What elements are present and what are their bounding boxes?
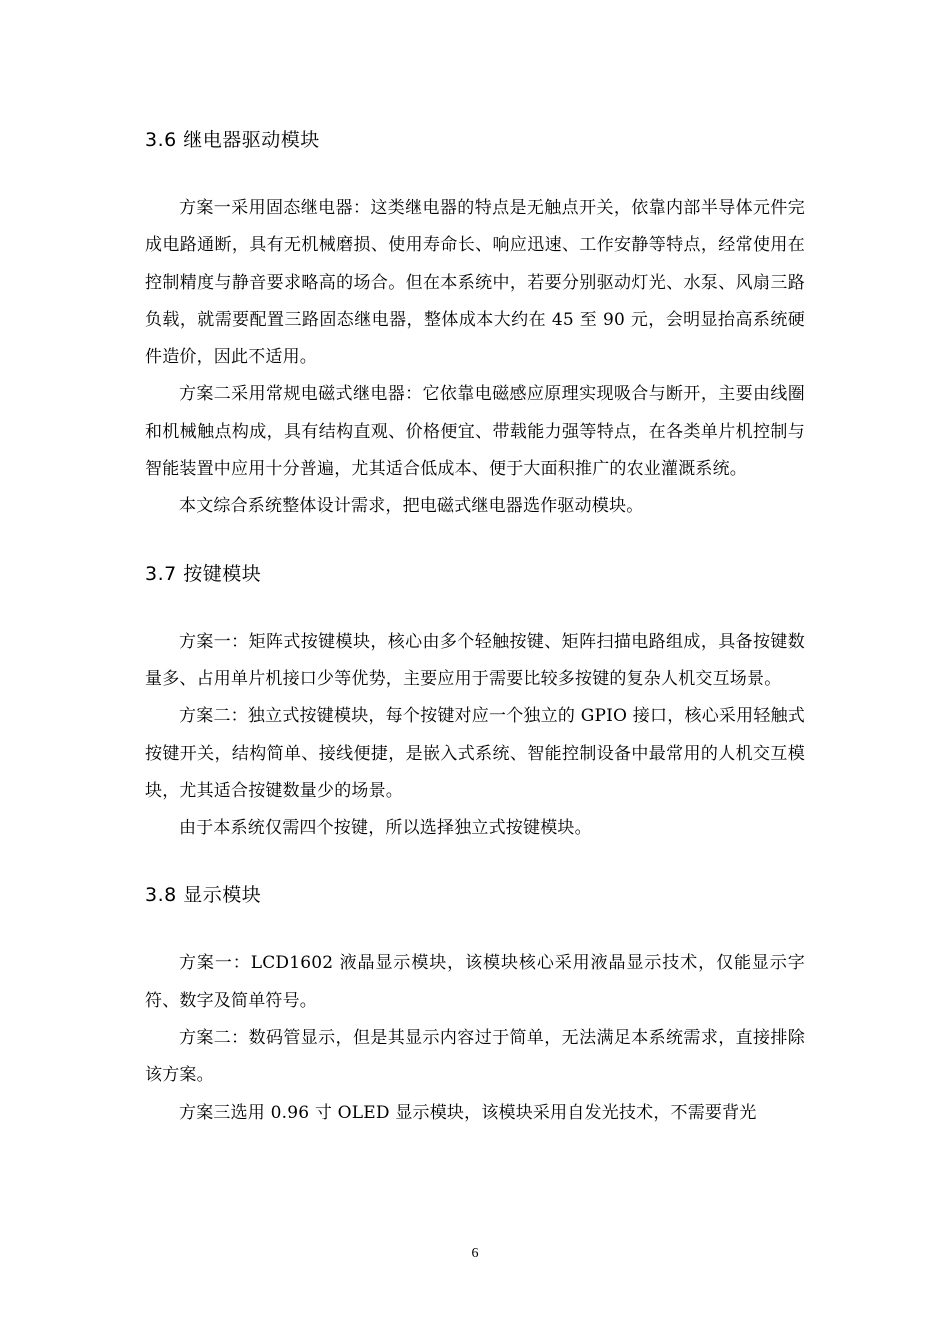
section-heading: 3.7 按键模块: [145, 562, 262, 585]
section-key-module: [145, 554, 805, 848]
section-display-module: [145, 875, 805, 1131]
paragraph: 本文综合系统整体设计需求，把电磁式继电器选作驱动模块。: [179, 496, 644, 517]
paragraph: 方案一采用固态继电器：这类继电器的特点是无触点开关，依靠内部半导体元件完成电路通断，具有无机械磨损、使用寿命长、响应迅速、工作安静等特点，经常使用在控制精度与静音要求略高的场合。但在本系统中，若要分别驱动灯光、水泵、风扇三路负载，就需要配置三路固态继电器，整体成本大约在 45 至 90 元，会明显抬高系统硬件造价，因此不适用。: [145, 198, 805, 368]
section-relay-driver: [145, 120, 805, 526]
section-heading: 3.6 继电器驱动模块: [145, 129, 320, 151]
paragraph: 由于本系统仅需四个按键，所以选择独立式按键模块。: [179, 818, 592, 839]
paragraph: 方案二：独立式按键模块，每个按键对应一个独立的 GPIO 接口，核心采用轻触式按键开关，结构简单、接线便捷，是嵌入式系统、智能控制设备中最常用的人机交互模块，尤其适合按键数量少的场景。: [145, 706, 805, 801]
section-heading: 3.8 显示模块: [145, 884, 262, 907]
paragraph: 方案二采用常规电磁式继电器：它依靠电磁感应原理实现吸合与断开，主要由线圈和机械触点构成，具有结构直观、价格便宜、带载能力强等特点，在各类单片机控制与智能装置中应用十分普遍，尤其适合低成本、便于大面积推广的农业灌溉系统。: [145, 384, 805, 480]
paragraph: 方案三选用 0.96 寸 OLED 显示模块，该模块采用自发光技术，不需要背光: [179, 1102, 757, 1123]
page-content: [145, 120, 805, 1132]
paragraph: 方案二：数码管显示，但是其显示内容过于简单，无法满足本系统需求，直接排除该方案。: [145, 1028, 805, 1086]
paragraph: 方案一：LCD1602 液晶显示模块，该模块核心采用液晶显示技术，仅能显示字符、数字及简单符号。: [145, 953, 805, 1011]
paragraph: 方案一：矩阵式按键模块，核心由多个轻触按键、矩阵扫描电路组成，具备按键数量多、占用单片机接口少等优势，主要应用于需要比较多按键的复杂人机交互场景。: [145, 631, 805, 689]
page-number: 6: [471, 1246, 479, 1261]
